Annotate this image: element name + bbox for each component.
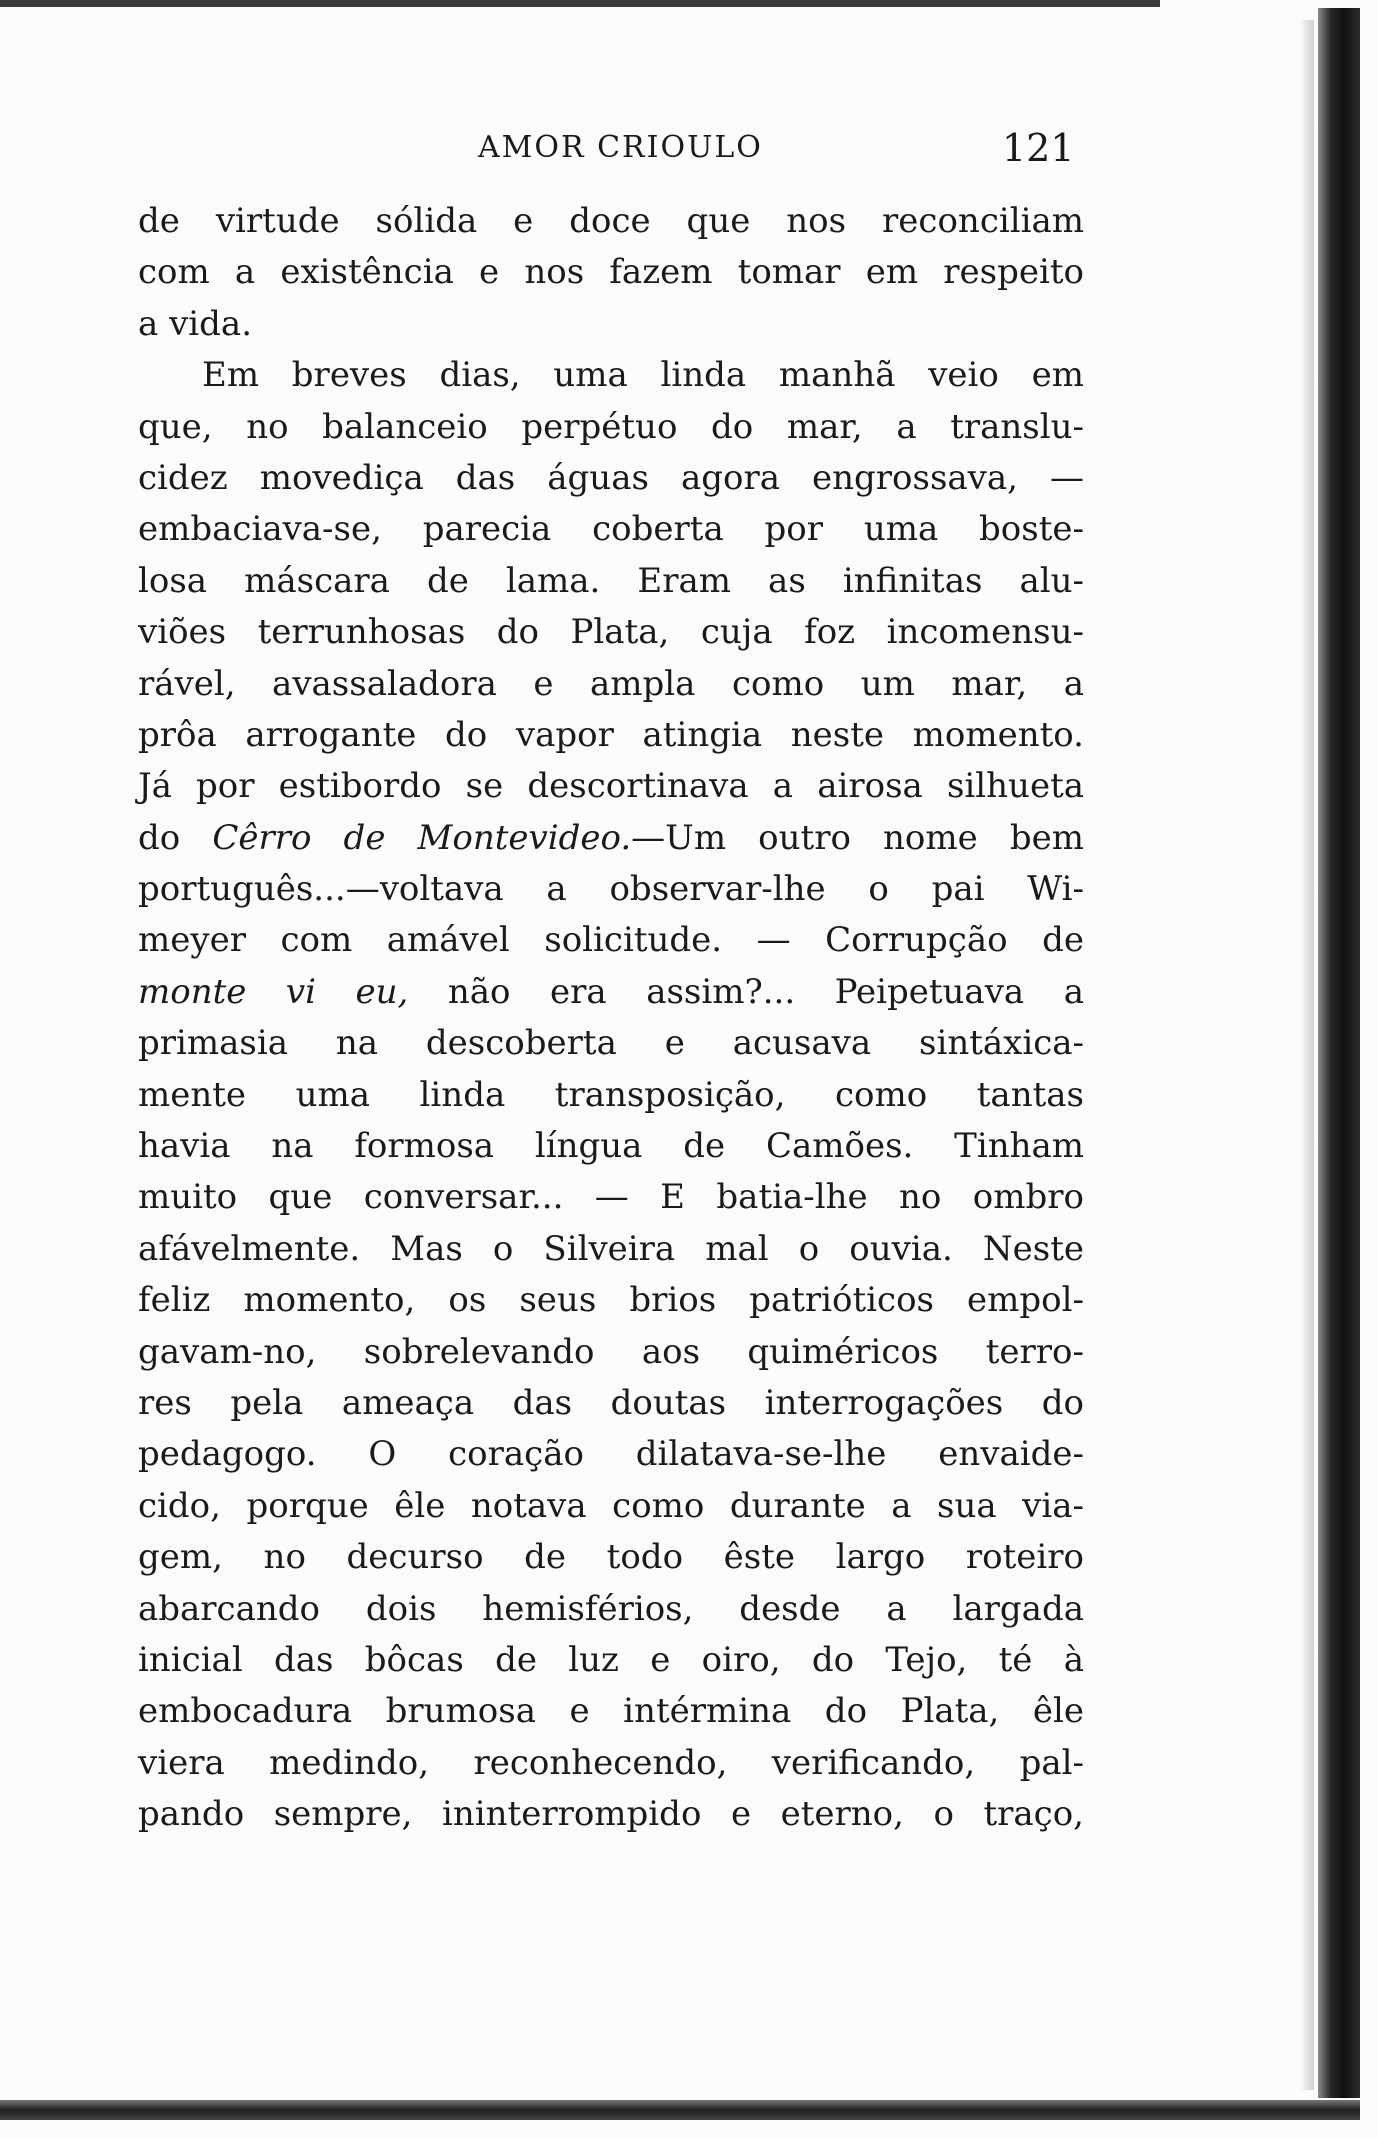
text-line: gavam-no, sobrelevando aos quiméricos terro- xyxy=(138,1331,1084,1372)
text-line xyxy=(138,967,1084,1018)
text-line: embaciava-se, parecia coberta por uma boste- xyxy=(138,509,1084,550)
body-text xyxy=(138,196,1084,1841)
text-line: que, no balanceio perpétuo do mar, a translu- xyxy=(138,406,1084,447)
running-header xyxy=(0,118,1378,178)
binding-gutter-shade xyxy=(1300,20,1314,2090)
page-edge-shadow xyxy=(1318,8,1360,2098)
text-line: mente uma linda transposição, como tantas xyxy=(138,1074,1084,1115)
text-line: abarcando dois hemisférios, desde a largada xyxy=(138,1588,1084,1629)
text-line: meyer com amável solicitude. — Corrupção de xyxy=(138,920,1084,961)
text-line xyxy=(138,813,1084,864)
text-line: viera medindo, reconhecendo, verificando, pal- xyxy=(138,1742,1084,1783)
line-segment: do xyxy=(138,817,213,858)
line-segment: não era assim?... Peipetuava a xyxy=(408,971,1084,1012)
text-line: losa máscara de lama. Eram as infinitas alu- xyxy=(138,560,1084,601)
text-line: prôa arrogante do vapor atingia neste momento. xyxy=(138,714,1084,755)
bottom-edge-shadow xyxy=(0,2100,1360,2120)
text-line: Em breves dias, uma linda manhã veio em xyxy=(202,355,1084,396)
top-edge-shadow xyxy=(0,0,1160,7)
text-line: rável, avassaladora e ampla como um mar, a xyxy=(138,663,1084,704)
text-line: português...—voltava a observar-lhe o pai Wi- xyxy=(138,869,1084,910)
text-line: embocadura brumosa e intérmina do Plata, êle xyxy=(138,1691,1084,1732)
text-line: a vida. xyxy=(138,303,253,344)
text-line: inicial das bôcas de luz e oiro, do Tejo, té à xyxy=(138,1639,1084,1680)
text-line: pedagogo. O coração dilatava-se-lhe envaide- xyxy=(138,1434,1084,1475)
text-line: res pela ameaça das doutas interrogações do xyxy=(138,1382,1084,1423)
text-line: havia na formosa língua de Camões. Tinham xyxy=(138,1126,1084,1167)
text-line: viões terrunhosas do Plata, cuja foz incomensu- xyxy=(138,612,1084,653)
text-line: de virtude sólida e doce que nos reconciliam xyxy=(138,201,1084,241)
line-segment: —Um outro nome bem xyxy=(631,817,1084,858)
running-title: AMOR CRIOULO xyxy=(478,130,763,165)
page-number: 121 xyxy=(1002,126,1075,170)
italic-etymology: monte vi eu, xyxy=(138,971,409,1012)
text-line: muito que conversar... — E batia-lhe no ombro xyxy=(138,1177,1084,1218)
text-line: gem, no decurso de todo êste largo roteiro xyxy=(138,1537,1084,1578)
text-line: feliz momento, os seus brios patrióticos empol- xyxy=(138,1280,1084,1321)
text-line: Já por estibordo se descortinava a airosa silhueta xyxy=(138,766,1084,807)
text-line: cidez movediça das águas agora engrossava, — xyxy=(138,457,1084,498)
text-line: pando sempre, ininterrompido e eterno, o traço, xyxy=(138,1794,1084,1835)
text-line: com a existência e nos fazem tomar em respeito xyxy=(138,252,1084,293)
text-line: primasia na descoberta e acusava sintáxica- xyxy=(138,1023,1084,1064)
italic-place-name: Cêrro de Montevideo. xyxy=(212,817,632,858)
text-line: cido, porque êle notava como durante a sua via- xyxy=(138,1485,1084,1526)
text-line: afávelmente. Mas o Silveira mal o ouvia. Neste xyxy=(138,1228,1084,1269)
